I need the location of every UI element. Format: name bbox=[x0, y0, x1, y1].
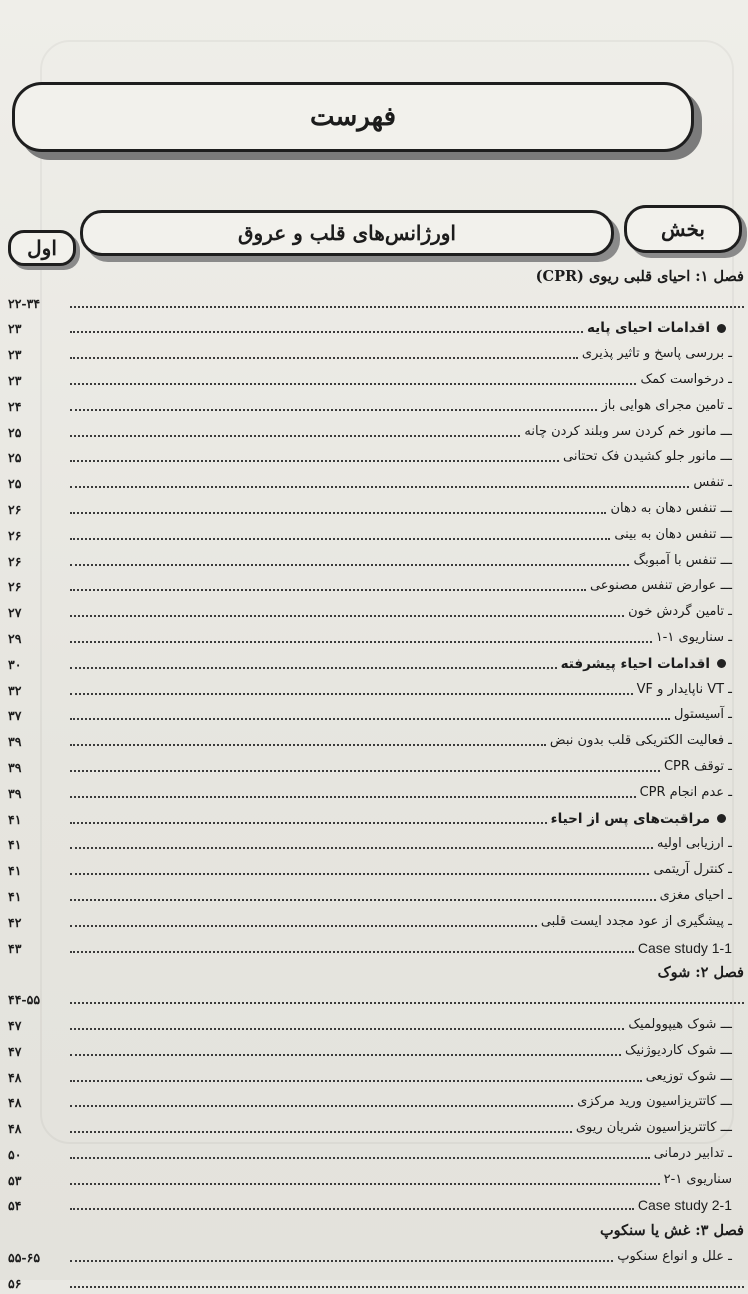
toc-page-number: ۴۴-۵۵ bbox=[8, 992, 41, 1008]
toc-entry-label: ـــ کاتتریزاسیون ورید مرکزی bbox=[577, 1094, 732, 1110]
bullet-icon bbox=[717, 324, 726, 333]
dot-leader bbox=[70, 1260, 613, 1262]
toc-entry-text bbox=[664, 1172, 732, 1188]
toc-entry-text bbox=[637, 682, 732, 698]
toc-entry-text bbox=[561, 656, 726, 672]
toc-entry-text bbox=[582, 346, 732, 362]
toc-entry-label: ـ آسیستول bbox=[673, 707, 732, 723]
dot-leader bbox=[70, 306, 744, 308]
toc-entry-row[interactable] bbox=[0, 855, 748, 881]
toc-page-number: ۲۹ bbox=[8, 630, 22, 646]
dot-leader bbox=[70, 1286, 744, 1288]
toc-entry-text bbox=[640, 372, 732, 388]
dot-leader bbox=[70, 796, 636, 798]
toc-page-number: ۴۱ bbox=[8, 863, 22, 879]
toc-entry-label: فصل ۲: شوک bbox=[657, 964, 744, 982]
toc-entry-text bbox=[536, 269, 744, 285]
toc-page-number: ۴۸ bbox=[8, 1069, 22, 1085]
toc-entry-label: ـ کنترل آریتمی bbox=[653, 862, 732, 878]
toc-page-number: ۵۶ bbox=[8, 1275, 22, 1291]
toc-entry-label: ـــ شوک توزیعی bbox=[645, 1068, 732, 1084]
toc-entry-label: ـــ تنفس دهان به بینی bbox=[614, 526, 732, 542]
toc-entry-label: اقدامات احیای پایه bbox=[587, 320, 710, 337]
toc-page-number: ۳۹ bbox=[8, 785, 22, 801]
toc-entry-row[interactable] bbox=[0, 288, 748, 314]
toc-entry-label: ـ احیای مغزی bbox=[659, 887, 732, 903]
dot-leader bbox=[70, 925, 537, 927]
toc-page-number: ۲۵ bbox=[8, 450, 22, 466]
toc-entry-label: ـــ شوک کاردیوژنیک bbox=[625, 1042, 732, 1058]
dot-leader bbox=[70, 1157, 650, 1159]
dot-leader bbox=[70, 1054, 621, 1056]
toc-entry-row[interactable] bbox=[0, 417, 748, 443]
toc-page-number: ۲۷ bbox=[8, 605, 22, 621]
toc-entry-text bbox=[628, 604, 732, 620]
toc-page-number: ۳۰ bbox=[8, 656, 22, 672]
toc-page-number: ۴۱ bbox=[8, 811, 22, 827]
toc-entry-text bbox=[646, 1069, 732, 1085]
toc-entry-text bbox=[664, 759, 732, 775]
dot-leader bbox=[70, 718, 670, 720]
toc-page-number: ۴۱ bbox=[8, 837, 22, 853]
toc-page-number: ۴۸ bbox=[8, 1095, 22, 1111]
toc-entry-row[interactable] bbox=[0, 1165, 748, 1191]
toc-entry-text bbox=[654, 1146, 732, 1162]
toc-entry-label: ـــ مانور خم کردن سر وبلند کردن چانه bbox=[524, 423, 732, 439]
toc-entry-label: اقدامات احیاء پیشرفته bbox=[560, 655, 710, 672]
section-number-tag bbox=[8, 230, 76, 266]
section-label: بخش bbox=[661, 217, 705, 241]
dot-leader bbox=[70, 693, 633, 695]
toc-entry-row[interactable] bbox=[0, 907, 748, 933]
toc-page-number: ۴۲ bbox=[8, 914, 22, 930]
toc-entry-label: ـ بررسی پاسخ و تاثیر پذیری bbox=[581, 346, 732, 362]
toc-page-number: ۵۰ bbox=[8, 1146, 22, 1162]
toc-entry-row[interactable] bbox=[0, 933, 748, 959]
toc-entry-row[interactable] bbox=[0, 494, 748, 520]
dot-leader bbox=[70, 770, 660, 772]
toc-entry-text bbox=[657, 836, 732, 852]
toc-entry-text bbox=[658, 965, 744, 981]
dot-leader bbox=[70, 383, 636, 385]
toc-entry-text bbox=[674, 707, 732, 723]
toc-entry-text bbox=[614, 527, 732, 543]
toc-entry-row[interactable] bbox=[0, 1010, 748, 1036]
toc-entry-text bbox=[638, 940, 732, 956]
toc-entry-label: مراقبت‌های پس از احیاء bbox=[550, 810, 710, 827]
toc-page-number: ۴۸ bbox=[8, 1121, 22, 1137]
toc-entry-text bbox=[524, 424, 732, 440]
toc-entry-row[interactable] bbox=[0, 1062, 748, 1088]
dot-leader bbox=[70, 615, 624, 617]
toc-page-number: ۴۱ bbox=[8, 888, 22, 904]
dot-leader bbox=[70, 564, 629, 566]
title-banner bbox=[12, 82, 694, 152]
dot-leader bbox=[70, 512, 606, 514]
toc-entry-text bbox=[638, 1197, 732, 1213]
toc-entry-label: سناریوی ۱-۲ bbox=[663, 1171, 732, 1187]
toc-page-number: ۲۵ bbox=[8, 424, 22, 440]
toc-entry-row[interactable] bbox=[0, 623, 748, 649]
toc-page-number: ۳۷ bbox=[8, 708, 22, 724]
toc-entry-label: Case study 1-1 bbox=[637, 939, 732, 956]
toc-entry-row[interactable] bbox=[0, 984, 748, 1010]
toc-page-number: ۴۳ bbox=[8, 940, 22, 956]
toc-entry-label: ـ تامین گردش خون bbox=[628, 604, 732, 620]
dot-leader bbox=[70, 847, 653, 849]
toc-entry-text bbox=[656, 630, 732, 646]
toc-entry-text bbox=[653, 862, 732, 878]
dot-leader bbox=[70, 1002, 744, 1004]
toc-entry-row[interactable] bbox=[0, 339, 748, 365]
dot-leader bbox=[70, 357, 578, 359]
toc-list bbox=[0, 262, 748, 1294]
toc-page-number: ۲۵ bbox=[8, 476, 22, 492]
toc-entry-text bbox=[551, 811, 726, 827]
toc-entry-text bbox=[550, 733, 732, 749]
dot-leader bbox=[70, 1080, 642, 1082]
toc-chapter-row[interactable] bbox=[0, 959, 748, 985]
toc-entry-label: ـ سناریوی ۱-۱ bbox=[655, 629, 732, 645]
toc-entry-row[interactable] bbox=[0, 830, 748, 856]
toc-page-number: ۲۳ bbox=[8, 372, 22, 388]
toc-section-row[interactable] bbox=[0, 804, 748, 830]
toc-page-number: ۳۹ bbox=[8, 759, 22, 775]
toc-entry-text bbox=[693, 475, 732, 491]
page-title: فهرست bbox=[309, 102, 397, 132]
dot-leader bbox=[70, 409, 597, 411]
toc-entry-label: ـــ مانور جلو کشیدن فک تحتانی bbox=[563, 449, 732, 465]
toc-entry-text bbox=[640, 785, 732, 801]
toc-entry-text bbox=[601, 398, 732, 414]
section-label-tag bbox=[624, 205, 742, 253]
toc-page-number: ۴۷ bbox=[8, 1017, 22, 1033]
toc-entry-row[interactable] bbox=[0, 726, 748, 752]
toc-page-number: ۵۳ bbox=[8, 1172, 22, 1188]
toc-entry-row[interactable] bbox=[0, 443, 748, 469]
toc-section-row[interactable] bbox=[0, 314, 748, 340]
toc-entry-label: ـــ عوارض تنفس مصنوعی bbox=[589, 578, 732, 594]
toc-entry-row[interactable] bbox=[0, 1113, 748, 1139]
bullet-icon bbox=[717, 814, 726, 823]
toc-entry-text bbox=[577, 1094, 732, 1110]
section-header bbox=[0, 202, 748, 260]
toc-entry-text bbox=[633, 553, 732, 569]
dot-leader bbox=[70, 744, 546, 746]
toc-page-number: ۳۹ bbox=[8, 734, 22, 750]
toc-page-number: ۲۶ bbox=[8, 579, 22, 595]
dot-leader bbox=[70, 486, 689, 488]
toc-entry-text bbox=[600, 1223, 744, 1239]
toc-entry-row[interactable] bbox=[0, 752, 748, 778]
toc-page-number: ۵۴ bbox=[8, 1198, 22, 1214]
toc-entry-row[interactable] bbox=[0, 778, 748, 804]
dot-leader bbox=[70, 1183, 660, 1185]
toc-entry-row[interactable] bbox=[0, 1139, 748, 1165]
toc-entry-label: ـ پیشگیری از عود مجدد ایست قلبی bbox=[540, 913, 732, 929]
toc-page-number: ۲۲-۳۴ bbox=[8, 295, 41, 311]
dot-leader bbox=[70, 873, 649, 875]
toc-entry-row[interactable] bbox=[0, 675, 748, 701]
toc-entry-row[interactable] bbox=[0, 881, 748, 907]
toc-entry-text bbox=[625, 1043, 732, 1059]
toc-entry-row[interactable] bbox=[0, 1268, 748, 1294]
dot-leader bbox=[70, 589, 586, 591]
toc-entry-text bbox=[660, 888, 732, 904]
toc-entry-row[interactable] bbox=[0, 1036, 748, 1062]
toc-entry-row[interactable] bbox=[0, 468, 748, 494]
toc-entry-label: فصل ۱: احیای قلبی ریوی (CPR) bbox=[535, 267, 744, 285]
dot-leader bbox=[70, 822, 547, 824]
dot-leader bbox=[70, 641, 652, 643]
toc-entry-label: ـــ شوک هیپوولمیک bbox=[628, 1016, 732, 1032]
toc-section-row[interactable] bbox=[0, 649, 748, 675]
toc-entry-row[interactable] bbox=[0, 1191, 748, 1217]
toc-entry-label: ـــ تنفس با آمبوبگ bbox=[633, 552, 732, 568]
toc-entry-label: ـ ارزیابی اولیه bbox=[656, 836, 732, 852]
bullet-icon bbox=[717, 659, 726, 668]
toc-entry-row[interactable] bbox=[0, 365, 748, 391]
toc-page-number: ۲۴ bbox=[8, 398, 22, 414]
toc-entry-text bbox=[617, 1249, 732, 1265]
section-title: اورژانس‌های قلب و عروق bbox=[238, 221, 456, 245]
toc-entry-text bbox=[541, 914, 732, 930]
toc-entry-label: ـ درخواست کمک bbox=[640, 371, 732, 387]
toc-entry-text bbox=[587, 320, 726, 336]
toc-entry-label: ـ توقف CPR bbox=[663, 758, 732, 774]
dot-leader bbox=[70, 1208, 634, 1210]
toc-entry-text bbox=[610, 501, 732, 517]
dot-leader bbox=[70, 899, 656, 901]
toc-page-number: ۵۵-۶۵ bbox=[8, 1250, 41, 1266]
toc-page-number: ۲۶ bbox=[8, 527, 22, 543]
dot-leader bbox=[70, 538, 610, 540]
toc-entry-label: ـ عدم انجام CPR bbox=[639, 784, 732, 800]
toc-page-number: ۴۷ bbox=[8, 1043, 22, 1059]
toc-entry-row[interactable] bbox=[0, 1088, 748, 1114]
toc-entry-row[interactable] bbox=[0, 701, 748, 727]
dot-leader bbox=[70, 435, 520, 437]
toc-entry-row[interactable] bbox=[0, 391, 748, 417]
dot-leader bbox=[70, 1105, 573, 1107]
toc-entry-label: ـ تامین مجرای هوایی باز bbox=[601, 397, 732, 413]
dot-leader bbox=[70, 1131, 572, 1133]
dot-leader bbox=[70, 1028, 624, 1030]
toc-entry-label: فصل ۳: غش یا سنکوپ bbox=[599, 1222, 744, 1240]
toc-entry-label: ـ تنفس bbox=[693, 475, 732, 491]
toc-entry-row[interactable] bbox=[0, 546, 748, 572]
toc-entry-row[interactable] bbox=[0, 572, 748, 598]
toc-entry-label: ـ VT ناپایدار و VF bbox=[636, 681, 732, 697]
toc-entry-label: ـــ تنفس دهان به دهان bbox=[610, 500, 732, 516]
dot-leader bbox=[70, 667, 557, 669]
dot-leader bbox=[70, 331, 583, 333]
toc-page-number: ۲۳ bbox=[8, 347, 22, 363]
section-number: اول bbox=[27, 236, 57, 260]
section-title-box bbox=[80, 210, 614, 256]
dot-leader bbox=[70, 951, 634, 953]
toc-chapter-row[interactable] bbox=[0, 262, 748, 288]
toc-entry-text bbox=[590, 578, 732, 594]
toc-entry-label: ـ علل و انواع سنکوپ bbox=[617, 1249, 732, 1265]
toc-entry-row[interactable] bbox=[0, 597, 748, 623]
toc-entry-label: ـــ کاتتریزاسیون شریان ریوی bbox=[575, 1120, 732, 1136]
toc-entry-row[interactable] bbox=[0, 1242, 748, 1268]
toc-page-number: ۲۶ bbox=[8, 553, 22, 569]
toc-entry-text bbox=[563, 449, 732, 465]
dot-leader bbox=[70, 460, 559, 462]
toc-entry-label: Case study 2-1 bbox=[637, 1197, 732, 1214]
toc-entry-text bbox=[576, 1120, 732, 1136]
toc-entry-label: ـ فعالیت الکتریکی قلب بدون نبض bbox=[549, 733, 732, 749]
toc-entry-row[interactable] bbox=[0, 520, 748, 546]
toc-page-number: ۲۶ bbox=[8, 501, 22, 517]
toc-entry-text bbox=[628, 1017, 732, 1033]
toc-chapter-row[interactable] bbox=[0, 1216, 748, 1242]
toc-page-number: ۳۲ bbox=[8, 682, 22, 698]
toc-page-number: ۲۳ bbox=[8, 321, 22, 337]
toc-entry-label: ـ تدابیر درمانی bbox=[653, 1145, 732, 1161]
